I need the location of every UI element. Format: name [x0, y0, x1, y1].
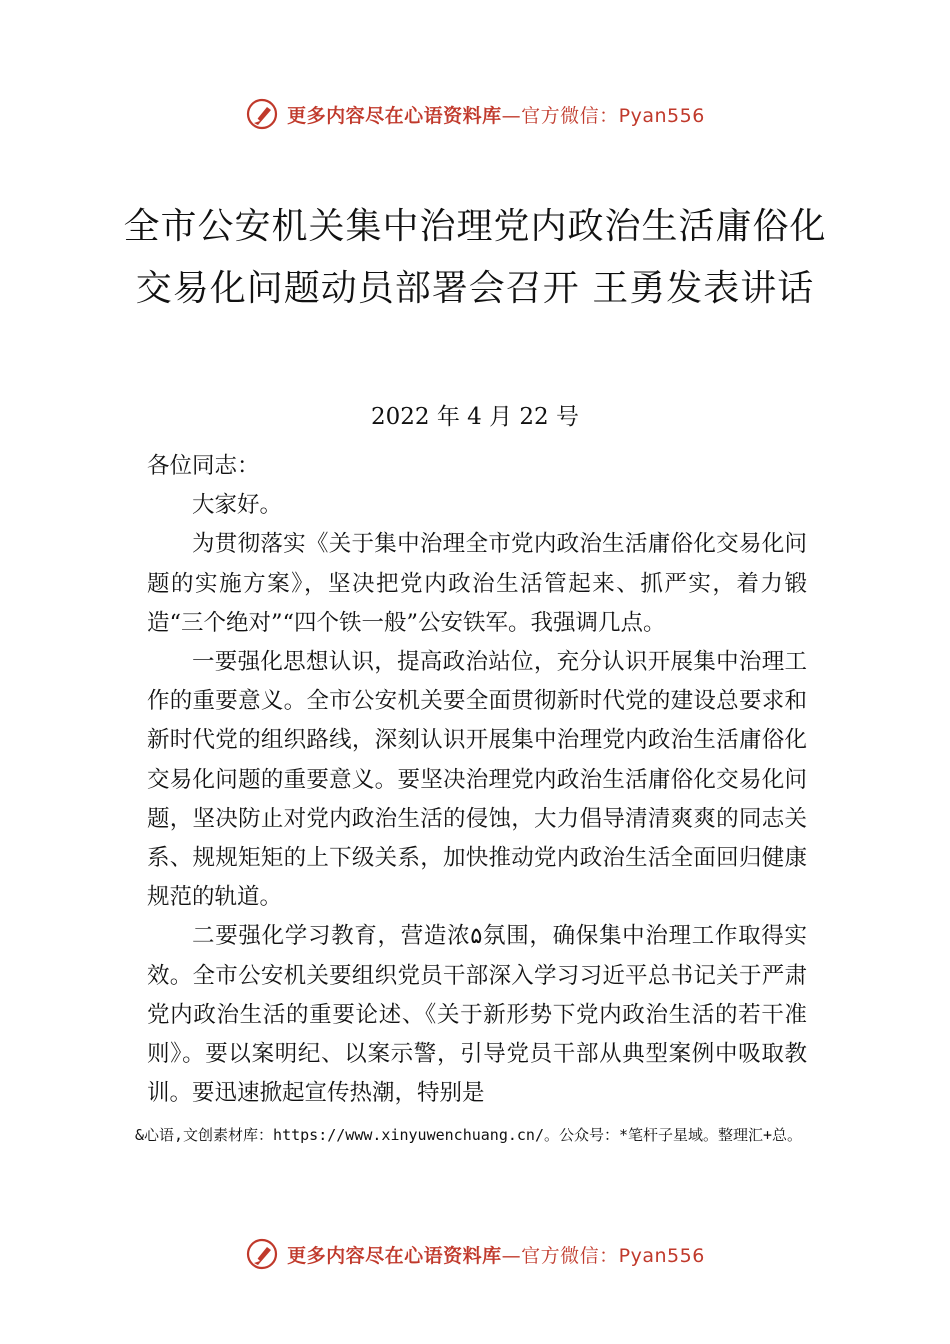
document-date: 2022 年 4 月 22 号 — [371, 404, 579, 430]
pen-nib-logo-icon — [245, 97, 279, 131]
document-title: 全市公安机关集中治理党内政治生活庸俗化交易化问题动员部署会召开 王勇发表讲话 — [123, 206, 827, 309]
paragraph: 一要强化思想认识，提高政治站位，充分认识开展集中治理工作的重要意义。全市公安机关要全面贯彻新时代党的建设总要求和新时代党的组织路线，深刻认识开展集中治理党内政治生活庸俗化交易化问题的重要意义。要坚决治理党内政治生活庸俗化交易化问题，坚决防止对党内政治生活的侵蚀，大力倡导清清爽爽的同志关系、规规矩矩的上下级关系，加快推动党内政治生活全面回归健康规范的轨道。 — [147, 649, 807, 911]
paragraph: 大家好。 — [192, 492, 283, 519]
footer-banner — [0, 1234, 950, 1274]
banner-wechat-text: —官方微信：Pyan556 — [501, 104, 705, 127]
banner-label — [287, 101, 705, 128]
salutation: 各位同志： — [147, 453, 260, 479]
banner-label — [287, 1241, 705, 1268]
banner-wechat-text: —官方微信：Pyan556 — [501, 1244, 705, 1267]
document-body — [147, 447, 807, 1113]
paragraph: 为贯彻落实《关于集中治理全市党内政治生活庸俗化交易化问题的实施方案》，坚决把党内政治生活管起来、抓严实，着力锻造“三个绝对”“四个铁一般”公安铁军。我强调几点。 — [147, 531, 807, 636]
banner-main-text: 更多内容尽在心语资料库 — [287, 1244, 502, 1267]
pen-nib-logo-icon — [245, 1237, 279, 1271]
header-banner — [0, 94, 950, 134]
paragraph: 二要强化学习教育，营造浓۵氛围，确保集中治理工作取得实效。全市公安机关要组织党员干部深入学习习近平总书记关于严肃党内政治生活的重要论述、《关于新形势下党内政治生活的若干准则》。要以案明纪、以案示警，引导党员干部从典型案例中吸取教训。要迅速掀起宣传热潮，特别是 — [147, 923, 807, 1107]
banner-main-text: 更多内容尽在心语资料库 — [287, 104, 502, 127]
source-note: &心语,文创素材库：https://www.xinyuwenchuang.cn/。公众号：*笔杆子星域。整理汇+总。 — [135, 1126, 803, 1144]
